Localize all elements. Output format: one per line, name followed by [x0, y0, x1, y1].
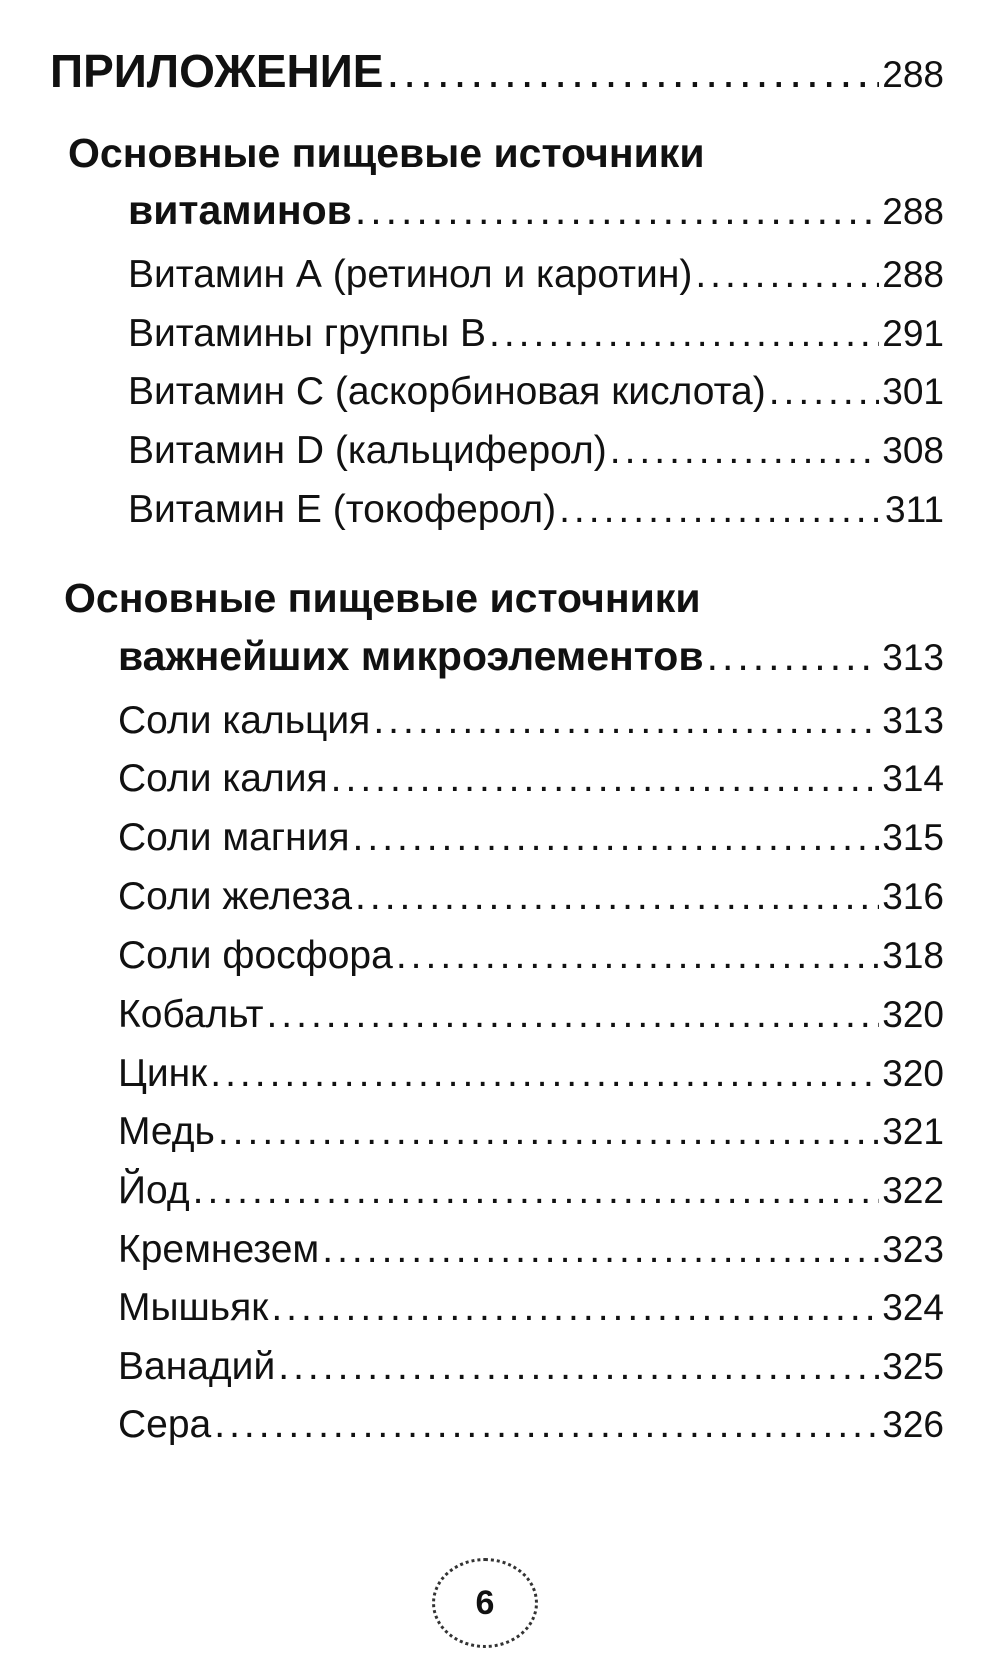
toc-entry-calcium[interactable] — [118, 701, 944, 740]
toc-entry-potassium[interactable] — [118, 759, 944, 798]
toc-entry-page: 320 — [882, 994, 944, 1035]
toc-entry-title: Соли калия — [118, 757, 328, 800]
toc-entry-title: ПРИЛОЖЕНИЕ — [50, 45, 384, 97]
toc-entry-title: Медь — [118, 1110, 215, 1153]
toc-entry-page: 320 — [882, 1053, 944, 1094]
toc-entry-page: 288 — [882, 54, 944, 95]
toc-entry-vitamins[interactable] — [128, 187, 944, 233]
toc-entry-vitamin-a[interactable] — [128, 255, 944, 294]
toc-entry-silica[interactable] — [118, 1230, 944, 1269]
leader-dots — [193, 1171, 880, 1210]
toc-entry-page: 311 — [885, 489, 944, 530]
toc-entry-page: 314 — [882, 758, 944, 799]
leader-dots — [355, 877, 879, 916]
toc-entry-title: Соли магния — [118, 816, 350, 859]
page-number-badge — [432, 1558, 538, 1648]
leader-dots — [214, 1405, 879, 1444]
toc-entry-page: 323 — [882, 1229, 944, 1270]
toc-entry-page: 326 — [882, 1404, 944, 1445]
toc-entry-page: 316 — [882, 876, 944, 917]
toc-entry-page: 322 — [882, 1170, 944, 1211]
toc-entry-page: 288 — [882, 254, 944, 295]
toc-entry-vitamins-b[interactable] — [128, 314, 944, 353]
toc-entry-page: 321 — [882, 1111, 944, 1152]
leader-dots — [707, 636, 880, 677]
toc-entry-zinc[interactable] — [118, 1054, 944, 1093]
toc-entry-page: 288 — [882, 191, 944, 232]
leader-dots — [218, 1112, 879, 1151]
toc-entry-page: 313 — [882, 700, 944, 741]
leader-dots — [278, 1347, 879, 1386]
toc-entry-title: Йод — [118, 1169, 190, 1212]
toc-entry-phosphorus[interactable] — [118, 936, 944, 975]
toc-entry-arsenic[interactable] — [118, 1288, 944, 1327]
toc-entry-magnesium[interactable] — [118, 818, 944, 857]
toc-entry-title: Соли фосфора — [118, 934, 393, 977]
leader-dots — [610, 431, 880, 470]
toc-entry-title: Соли кальция — [118, 699, 371, 742]
leader-dots — [331, 759, 880, 798]
leader-dots — [489, 314, 879, 353]
leader-dots — [353, 818, 880, 857]
leader-dots — [266, 995, 879, 1034]
toc-entry-title: Витамины группы В — [128, 312, 487, 355]
toc-entry-vitamin-d[interactable] — [128, 431, 944, 470]
toc-entry-page: 301 — [882, 371, 944, 412]
toc-entry-title: Витамин А (ретинол и каротин) — [128, 253, 693, 296]
toc-entry-vitamin-c[interactable] — [128, 372, 944, 411]
toc-entry-iron[interactable] — [118, 877, 944, 916]
page-number: 6 — [475, 1583, 495, 1622]
leader-dots — [695, 255, 879, 294]
leader-dots — [769, 372, 880, 411]
toc-entry-title: Кобальт — [118, 993, 264, 1036]
toc-entry-page: 308 — [882, 430, 944, 471]
toc-entry-title: важнейших микроэлементов — [118, 633, 704, 679]
toc-entry-page: 325 — [882, 1346, 944, 1387]
toc-entry-title: Кремнезем — [118, 1228, 320, 1271]
toc-entry-title: Ванадий — [118, 1345, 276, 1388]
toc-entry-page: 313 — [882, 637, 944, 678]
toc-entry-title: Витамин С (аскорбиновая кислота) — [128, 370, 766, 413]
leader-dots — [210, 1054, 879, 1093]
toc-entry-sulfur[interactable] — [118, 1405, 944, 1444]
leader-dots — [386, 48, 879, 94]
section-heading-minerals: Основные пищевые источники — [64, 575, 701, 621]
toc-entry-minerals[interactable] — [118, 633, 944, 679]
toc-entry-vitamin-e[interactable] — [128, 490, 944, 529]
toc-entry-title: Витамин D (кальциферол) — [128, 429, 607, 472]
toc-entry-iodine[interactable] — [118, 1171, 944, 1210]
toc-entry-copper[interactable] — [118, 1112, 944, 1151]
toc-entry-page: 315 — [882, 817, 944, 858]
leader-dots — [559, 490, 882, 529]
leader-dots — [271, 1288, 879, 1327]
toc-entry-page: 291 — [882, 313, 944, 354]
toc-entry-page: 318 — [882, 935, 944, 976]
toc-entry-page: 324 — [882, 1287, 944, 1328]
leader-dots — [355, 190, 879, 231]
toc-entry-vanadium[interactable] — [118, 1347, 944, 1386]
toc-entry-title: Мышьяк — [118, 1286, 269, 1329]
section-heading-vitamins: Основные пищевые источники — [68, 130, 705, 176]
leader-dots — [396, 936, 879, 975]
toc-entry-title: витаминов — [128, 187, 352, 233]
toc-entry-appendix[interactable] — [50, 45, 944, 97]
toc-entry-title: Витамин Е (токоферол) — [128, 488, 557, 531]
toc-entry-cobalt[interactable] — [118, 995, 944, 1034]
toc-entry-title: Цинк — [118, 1052, 208, 1095]
leader-dots — [322, 1230, 879, 1269]
toc-entry-title: Сера — [118, 1403, 212, 1446]
toc-entry-title: Соли железа — [118, 875, 353, 918]
leader-dots — [373, 701, 879, 740]
